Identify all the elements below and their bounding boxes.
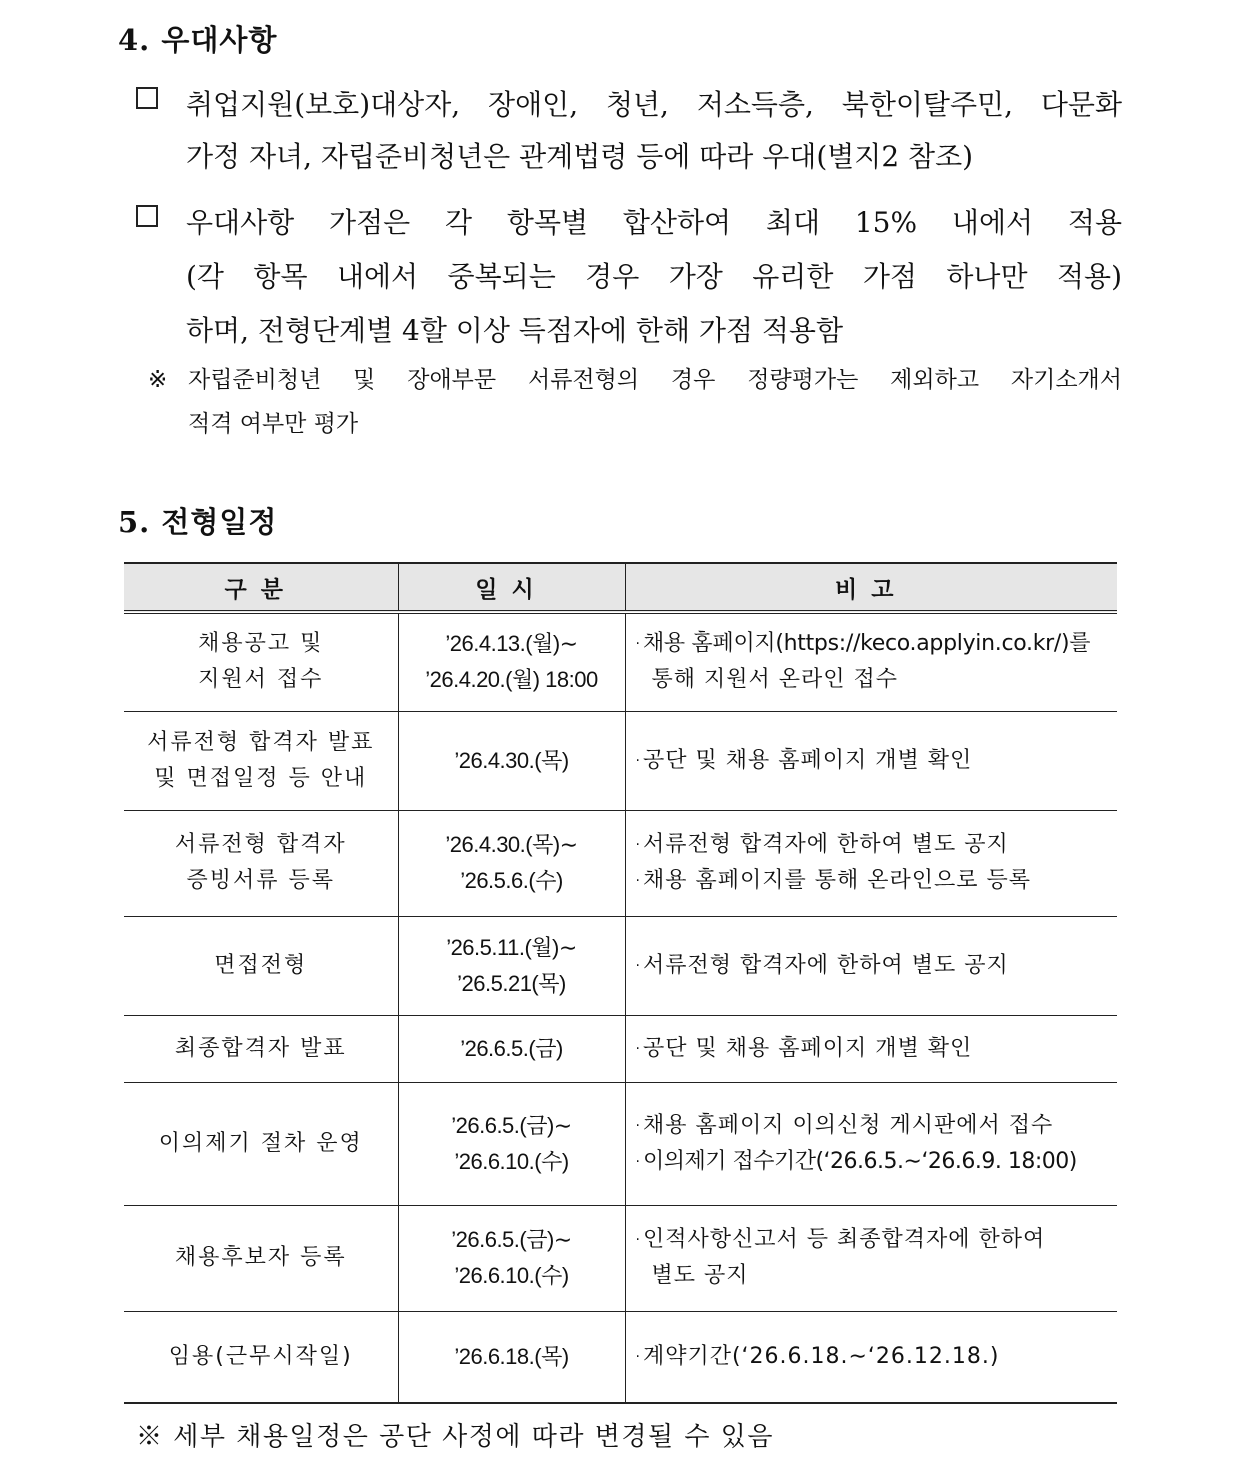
row-note-line (636, 1339, 1118, 1375)
row-name-line: 최종합격자 발표 (174, 1035, 347, 1061)
row-name-line: 증빙서류 등록 (186, 868, 335, 893)
table-header-row (124, 563, 1117, 612)
bullet-icon: · (635, 873, 641, 889)
row-date (398, 711, 625, 810)
row-date-line: ’26.6.5.(금) (460, 1035, 563, 1061)
row-date (398, 810, 625, 916)
row-name-line: 서류전형 합격자 발표 (147, 729, 375, 755)
table-row (124, 1082, 1117, 1205)
row-name (124, 916, 398, 1015)
preference-item-2 (136, 196, 1122, 358)
row-date-line: ’26.4.30.(목) (454, 747, 569, 773)
row-date-line: ’26.5.6.(수) (460, 868, 563, 893)
row-note (625, 1311, 1117, 1403)
preference-item-1-line-2: 가정 자녀, 자립준비청년은 관계법령 등에 따라 우대(별지2 참조) (186, 140, 974, 173)
bullet-icon: · (635, 1348, 641, 1365)
row-note-line (636, 1222, 1118, 1258)
preference-note-line-1: 자립준비청년 및 장애부문 서류전형의 경우 정량평가는 제외하고 자기소개서 (188, 367, 1122, 393)
row-date (398, 612, 625, 711)
schedule-table (124, 562, 1117, 1404)
row-note-text: 서류전형 합격자에 한하여 별도 공지 (642, 832, 1009, 857)
row-note (625, 1205, 1117, 1311)
row-name-line: 및 면접일정 등 안내 (154, 765, 368, 791)
row-note-line: 통해 지원서 온라인 접수 (651, 667, 899, 693)
header-remarks: 비고 (625, 563, 1117, 612)
reference-mark-icon: ※ (148, 367, 168, 393)
row-note-text: 서류전형 합격자에 한하여 별도 공지 (642, 952, 1009, 978)
bullet-icon: · (635, 957, 641, 974)
schedule-footnote: ※ 세부 채용일정은 공단 사정에 따라 변경될 수 있음 (136, 1422, 774, 1452)
row-note-text: 계약기간(‘26.6.18.∼‘26.12.18.) (642, 1343, 1000, 1369)
row-note-line (636, 827, 1118, 863)
row-note-text: 인적사항신고서 등 최종합격자에 한하여 (642, 1227, 1046, 1252)
preference-note-line-2: 적격 여부만 평가 (188, 411, 359, 437)
row-note-text: 채용 홈페이지를 통해 온라인으로 등록 (642, 868, 1031, 893)
row-note-line (636, 1031, 1118, 1067)
row-note-text: 이의제기 접수기간(‘26.6.5.∼‘26.6.9. 18:00) (642, 1148, 1077, 1174)
row-note (625, 612, 1117, 711)
row-date (398, 1082, 625, 1205)
row-note (625, 711, 1117, 810)
row-date-line: ’26.4.30.(목)∼ (445, 832, 578, 857)
row-date-line: ’26.6.5.(금)∼ (451, 1227, 572, 1252)
table-row (124, 1015, 1117, 1082)
checkbox-square-icon (136, 87, 158, 109)
row-note-text: 채용 홈페이지(https://keco.applyin.co.kr/)를 (642, 631, 1091, 657)
checkbox-square-icon (136, 205, 158, 227)
table-row (124, 612, 1117, 711)
row-date-line: ’26.6.10.(수) (454, 1148, 569, 1174)
table-row (124, 916, 1117, 1015)
row-name-line: 서류전형 합격자 (174, 832, 347, 857)
row-name (124, 810, 398, 916)
table-row (124, 1311, 1117, 1403)
row-note (625, 1082, 1117, 1205)
row-note-text: 공단 및 채용 홈페이지 개별 확인 (642, 747, 973, 773)
bullet-icon: · (635, 837, 641, 853)
bullet-icon: · (635, 1153, 641, 1170)
row-name (124, 1015, 398, 1082)
row-note-line (636, 1108, 1118, 1144)
row-date-line: ’26.6.10.(수) (454, 1263, 569, 1288)
row-note (625, 810, 1117, 916)
table-row (124, 711, 1117, 810)
row-note-line (636, 948, 1118, 984)
row-name (124, 612, 398, 711)
preference-item-2-line-2: (각 항목 내에서 중복되는 경우 가장 유리한 가점 하나만 적용) (186, 260, 1122, 293)
row-name-line: 지원서 접수 (198, 667, 324, 693)
bullet-icon: · (635, 752, 641, 769)
row-note-line (636, 1144, 1118, 1180)
bullet-icon: · (635, 1117, 641, 1134)
row-name-line: 이의제기 절차 운영 (158, 1130, 363, 1156)
section-4-title: 4. 우대사항 (118, 23, 278, 57)
row-name-line: 면접전형 (214, 952, 308, 978)
table-row (124, 1205, 1117, 1311)
row-date-line: ’26.4.20.(월) 18:00 (425, 667, 598, 693)
row-note (625, 916, 1117, 1015)
section-5-title: 5. 전형일정 (118, 505, 278, 539)
row-date-line: ’26.4.13.(월)∼ (445, 631, 578, 657)
row-date (398, 1205, 625, 1311)
preference-item-1-line-1: 취업지원(보호)대상자, 장애인, 청년, 저소득층, 북한이탈주민, 다문화 (186, 88, 1122, 121)
row-date-line: ’26.5.11.(월)∼ (446, 934, 577, 960)
row-name (124, 1205, 398, 1311)
row-name-line: 임용(근무시작일) (168, 1343, 353, 1369)
preference-item-2-line-3: 하며, 전형단계별 4할 이상 득점자에 한해 가점 적용함 (186, 314, 844, 347)
header-datetime: 일시 (398, 563, 625, 612)
row-note-text: 채용 홈페이지 이의신청 게시판에서 접수 (642, 1112, 1054, 1138)
row-date-line: ’26.6.5.(금)∼ (451, 1112, 572, 1138)
table-row (124, 810, 1117, 916)
bullet-icon: · (635, 1232, 641, 1248)
header-category: 구분 (124, 563, 398, 612)
row-date (398, 916, 625, 1015)
row-name-line: 채용후보자 등록 (174, 1245, 347, 1270)
row-date-line: ’26.5.21(목) (457, 970, 566, 996)
row-note-line (636, 743, 1118, 779)
row-note-line (636, 626, 1118, 662)
row-date (398, 1015, 625, 1082)
row-name (124, 711, 398, 810)
row-date-line: ’26.6.18.(목) (454, 1343, 569, 1369)
row-note (625, 1015, 1117, 1082)
row-name (124, 1082, 398, 1205)
preference-item-2-line-1: 우대사항 가점은 각 항목별 합산하여 최대 15% 내에서 적용 (186, 206, 1122, 239)
row-note-text: 공단 및 채용 홈페이지 개별 확인 (642, 1035, 973, 1061)
row-note-line: 별도 공지 (651, 1263, 749, 1288)
row-name (124, 1311, 398, 1403)
preference-item-1 (136, 78, 1122, 188)
bullet-icon: · (635, 636, 641, 653)
bullet-icon: · (635, 1040, 641, 1057)
row-note-line (636, 863, 1118, 899)
row-name-line: 채용공고 및 (198, 631, 324, 657)
row-date (398, 1311, 625, 1403)
